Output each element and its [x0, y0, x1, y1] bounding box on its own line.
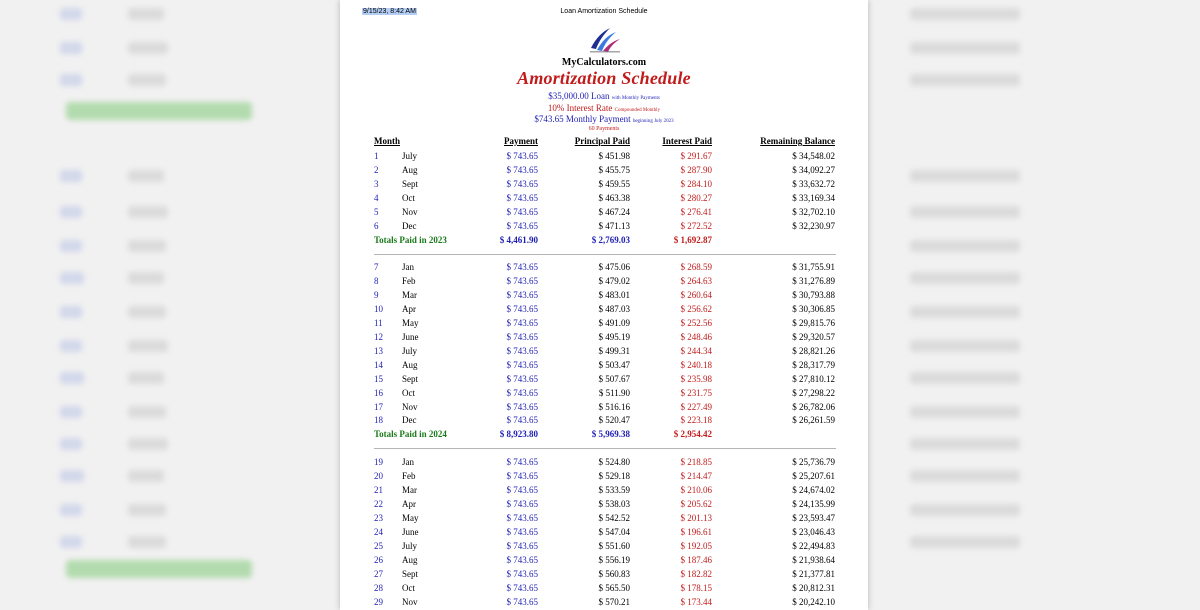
rate-note: Compounded Monthly: [614, 108, 661, 113]
payment-amount: $ 743.65: [506, 526, 538, 537]
interest-paid: $ 280.27: [680, 192, 712, 203]
remaining-balance: $ 33,169.34: [792, 192, 835, 203]
interest-paid: $ 187.46: [680, 554, 712, 565]
remaining-balance: $ 21,377.81: [792, 568, 835, 579]
table-row: [340, 276, 868, 290]
totals-principal: $ 5,969.38: [591, 429, 630, 440]
payment-amount: $ 743.65: [506, 275, 538, 286]
background-left-blur: [0, 0, 320, 610]
remaining-balance: $ 21,938.64: [792, 554, 835, 565]
payment-amount: $ 743.65: [506, 178, 538, 189]
interest-paid: $ 201.13: [680, 512, 712, 523]
principal-paid: $ 560.83: [598, 568, 630, 579]
payment-number: 17: [374, 401, 383, 412]
payment-number: 16: [374, 387, 383, 398]
payment-amount: $ 743.65: [506, 568, 538, 579]
print-header-datetime: 9/15/23, 8:42 AM: [363, 8, 416, 15]
principal-paid: $ 511.90: [598, 387, 630, 398]
remaining-balance: $ 25,207.61: [792, 470, 835, 481]
mycalculators-logo-icon: [588, 26, 622, 54]
interest-paid: $ 231.75: [680, 387, 712, 398]
payment-amount: $ 743.65: [506, 512, 538, 523]
remaining-balance: $ 28,821.26: [792, 345, 835, 356]
remaining-balance: $ 23,046.43: [792, 526, 835, 537]
payment-month: Mar: [402, 289, 417, 300]
table-row: [340, 402, 868, 416]
payment-month: Sept: [402, 373, 419, 384]
table-row: [340, 374, 868, 388]
payment-month: Jan: [402, 262, 414, 272]
remaining-balance: $ 30,306.85: [792, 303, 835, 314]
col-interest-header: Interest Paid: [662, 136, 712, 146]
payment-amount: $ 743.65: [506, 262, 538, 272]
table-row: [340, 597, 868, 610]
interest-paid: $ 227.49: [680, 401, 712, 412]
remaining-balance: $ 32,230.97: [792, 220, 835, 231]
payment-month: May: [402, 317, 419, 328]
payment-month: Mar: [402, 484, 417, 495]
payment-number: 22: [374, 498, 383, 509]
principal-paid: $ 529.18: [598, 470, 630, 481]
principal-paid: $ 479.02: [598, 275, 630, 286]
payment-month: May: [402, 512, 419, 523]
remaining-balance: $ 30,793.88: [792, 289, 835, 300]
payment-month: Aug: [402, 164, 418, 175]
document-page: [340, 0, 868, 610]
principal-paid: $ 467.24: [598, 206, 630, 217]
principal-paid: $ 547.04: [598, 526, 630, 537]
payment-month: Nov: [402, 206, 418, 217]
print-header-title: Loan Amortization Schedule: [560, 8, 648, 15]
principal-paid: $ 455.75: [598, 164, 630, 175]
payment-amount: $ 743.65: [506, 540, 538, 551]
interest-paid: $ 240.18: [680, 359, 712, 370]
payment-number: 6: [374, 220, 379, 231]
payment-note: beginning July 2023: [632, 119, 674, 124]
table-row: [340, 569, 868, 583]
payment-amount: $ 743.65: [506, 596, 538, 607]
table-row: [340, 165, 868, 179]
principal-paid: $ 463.38: [598, 192, 630, 203]
payment-number: 4: [374, 192, 379, 203]
payment-number: 24: [374, 526, 383, 537]
payment-amount: $ 743.65: [506, 345, 538, 356]
payment-month: Feb: [402, 470, 416, 481]
payment-month: Sept: [402, 178, 419, 189]
table-row: [340, 471, 868, 485]
payment-number: 15: [374, 373, 383, 384]
interest-paid: $ 260.64: [680, 289, 712, 300]
payment-month: Apr: [402, 303, 416, 314]
interest-paid: $ 223.18: [680, 415, 712, 426]
payment-amount: $ 743.65: [506, 192, 538, 203]
totals-label: Totals Paid in 2023: [374, 234, 447, 245]
principal-paid: $ 570.21: [598, 596, 630, 607]
payment-month: Sept: [402, 568, 419, 579]
interest-paid: $ 218.85: [680, 457, 712, 467]
payment-amount: $ 743.65: [506, 220, 538, 231]
table-row: [340, 457, 868, 471]
remaining-balance: $ 26,261.59: [792, 415, 835, 426]
interest-paid: $ 192.05: [680, 540, 712, 551]
remaining-balance: $ 34,092.27: [792, 164, 835, 175]
table-row: [340, 346, 868, 360]
payment-number: 3: [374, 178, 379, 189]
payment-amount: $ 743.65: [506, 359, 538, 370]
principal-paid: $ 471.13: [598, 220, 630, 231]
principal-paid: $ 491.09: [598, 317, 630, 328]
payment-month: July: [402, 345, 418, 356]
totals-interest: $ 1,692.87: [673, 234, 712, 245]
principal-paid: $ 524.80: [598, 457, 630, 467]
table-row: [340, 485, 868, 499]
payment-amount: $ 743.65: [506, 457, 538, 467]
table-row: [340, 318, 868, 332]
payment-amount: $ 743.65: [506, 582, 538, 593]
remaining-balance: $ 25,736.79: [792, 457, 835, 467]
totals-interest: $ 2,954.42: [673, 429, 712, 440]
col-balance-header: Remaining Balance: [760, 136, 835, 146]
payment-month: Nov: [402, 401, 418, 412]
year-totals-row: [340, 235, 868, 249]
principal-paid: $ 520.47: [598, 415, 630, 426]
payment-number: 2: [374, 164, 379, 175]
table-row: [340, 207, 868, 221]
payment-number: 29: [374, 596, 383, 607]
remaining-balance: $ 31,755.91: [792, 262, 835, 272]
remaining-balance: $ 29,815.76: [792, 317, 835, 328]
totals-payment: $ 4,461.90: [499, 234, 538, 245]
payment-number: 28: [374, 582, 383, 593]
principal-paid: $ 495.19: [598, 331, 630, 342]
year-totals-row: [340, 429, 868, 443]
payment-amount: $ 743.65: [506, 303, 538, 314]
payment-month: June: [402, 526, 419, 537]
payment-month: Dec: [402, 220, 417, 231]
col-month-header: Month: [374, 136, 401, 146]
col-principal-header: Principal Paid: [574, 136, 630, 146]
principal-paid: $ 451.98: [598, 151, 630, 161]
payment-month: Oct: [402, 192, 415, 203]
remaining-balance: $ 34,548.02: [792, 151, 835, 161]
payment-amount: $ 743.65: [506, 373, 538, 384]
table-row: [340, 262, 868, 276]
monthly-payment: $743.65 Monthly Payment: [534, 114, 631, 124]
payment-number: 27: [374, 568, 383, 579]
remaining-balance: $ 27,810.12: [792, 373, 835, 384]
payment-month: Nov: [402, 596, 418, 607]
payment-number: 26: [374, 554, 383, 565]
interest-paid: $ 182.82: [680, 568, 712, 579]
interest-paid: $ 248.46: [680, 331, 712, 342]
loan-amount: $35,000.00 Loan: [548, 91, 610, 101]
table-row: [340, 179, 868, 193]
payment-month: Feb: [402, 275, 416, 286]
table-row: [340, 332, 868, 346]
interest-paid: $ 235.98: [680, 373, 712, 384]
principal-paid: $ 538.03: [598, 498, 630, 509]
payment-amount: $ 743.65: [506, 164, 538, 175]
table-row: [340, 415, 868, 429]
interest-paid: $ 264.63: [680, 275, 712, 286]
payment-number: 13: [374, 345, 383, 356]
payment-number: 5: [374, 206, 379, 217]
payment-month: June: [402, 331, 419, 342]
payment-amount: $ 743.65: [506, 415, 538, 426]
table-row: [340, 541, 868, 555]
remaining-balance: $ 33,632.72: [792, 178, 835, 189]
totals-principal: $ 2,769.03: [591, 234, 630, 245]
totals-label: Totals Paid in 2024: [374, 429, 447, 440]
principal-paid: $ 542.52: [598, 512, 630, 523]
principal-paid: $ 499.31: [598, 345, 630, 356]
section-divider: [374, 448, 836, 449]
payment-amount: $ 743.65: [506, 331, 538, 342]
payment-count: 60 Payments: [588, 126, 620, 132]
table-row: [340, 527, 868, 541]
principal-paid: $ 483.01: [598, 289, 630, 300]
payment-amount: $ 743.65: [506, 206, 538, 217]
payment-month: Jan: [402, 457, 414, 467]
table-row: [340, 304, 868, 318]
section-divider: [374, 254, 836, 255]
payment-amount: $ 743.65: [506, 151, 538, 161]
payment-amount: $ 743.65: [506, 289, 538, 300]
payment-month: July: [402, 151, 418, 161]
interest-paid: $ 284.10: [680, 178, 712, 189]
interest-paid: $ 244.34: [680, 345, 712, 356]
interest-paid: $ 196.61: [680, 526, 712, 537]
interest-paid: $ 173.44: [680, 596, 712, 607]
page-title: Amortization Schedule: [517, 68, 691, 88]
payment-number: 20: [374, 470, 383, 481]
payment-number: 21: [374, 484, 383, 495]
remaining-balance: $ 24,674.02: [792, 484, 835, 495]
payment-amount: $ 743.65: [506, 387, 538, 398]
payment-number: 19: [374, 457, 383, 467]
remaining-balance: $ 23,593.47: [792, 512, 835, 523]
payment-month: Apr: [402, 498, 416, 509]
interest-paid: $ 276.41: [680, 206, 712, 217]
remaining-balance: $ 26,782.06: [792, 401, 835, 412]
interest-paid: $ 291.67: [680, 151, 712, 161]
interest-paid: $ 214.47: [680, 470, 712, 481]
payment-number: 18: [374, 415, 383, 426]
payment-number: 8: [374, 275, 379, 286]
interest-paid: $ 268.59: [680, 262, 712, 272]
payment-number: 10: [374, 303, 383, 314]
loan-note: with Monthly Payments: [611, 96, 660, 101]
payment-month: Aug: [402, 359, 418, 370]
table-row: [340, 151, 868, 165]
principal-paid: $ 516.16: [598, 401, 630, 412]
payment-number: 1: [374, 151, 379, 161]
totals-payment: $ 8,923.80: [499, 429, 538, 440]
remaining-balance: $ 20,812.31: [792, 582, 835, 593]
interest-rate: 10% Interest Rate: [547, 103, 613, 113]
remaining-balance: $ 20,242.10: [792, 596, 835, 607]
payment-number: 11: [374, 317, 383, 328]
table-row: [340, 193, 868, 207]
payment-number: 7: [374, 262, 379, 272]
interest-paid: $ 210.06: [680, 484, 712, 495]
interest-paid: $ 287.90: [680, 164, 712, 175]
principal-paid: $ 475.06: [598, 262, 630, 272]
interest-paid: $ 252.56: [680, 317, 712, 328]
payment-amount: $ 743.65: [506, 470, 538, 481]
remaining-balance: $ 27,298.22: [792, 387, 835, 398]
principal-paid: $ 503.47: [598, 359, 630, 370]
table-row: [340, 499, 868, 513]
interest-paid: $ 205.62: [680, 498, 712, 509]
payment-month: Oct: [402, 387, 415, 398]
payment-month: July: [402, 540, 418, 551]
table-row: [340, 388, 868, 402]
principal-paid: $ 459.55: [598, 178, 630, 189]
table-row: [340, 360, 868, 374]
payment-amount: $ 743.65: [506, 401, 538, 412]
table-row: [340, 555, 868, 569]
principal-paid: $ 487.03: [598, 303, 630, 314]
payment-number: 12: [374, 331, 383, 342]
payment-number: 23: [374, 512, 383, 523]
payment-number: 14: [374, 359, 383, 370]
principal-paid: $ 565.50: [598, 582, 630, 593]
table-row: [340, 221, 868, 235]
payment-amount: $ 743.65: [506, 317, 538, 328]
principal-paid: $ 556.19: [598, 554, 630, 565]
principal-paid: $ 533.59: [598, 484, 630, 495]
payment-month: Aug: [402, 554, 418, 565]
remaining-balance: $ 28,317.79: [792, 359, 835, 370]
payment-number: 25: [374, 540, 383, 551]
interest-paid: $ 256.62: [680, 303, 712, 314]
payment-month: Dec: [402, 415, 417, 426]
payment-number: 9: [374, 289, 379, 300]
remaining-balance: $ 32,702.10: [792, 206, 835, 217]
remaining-balance: $ 29,320.57: [792, 331, 835, 342]
brand-name: MyCalculators.com: [561, 57, 647, 68]
payment-month: Oct: [402, 582, 415, 593]
table-row: [340, 513, 868, 527]
background-right-blur: [870, 0, 1200, 610]
col-payment-header: Payment: [504, 136, 538, 146]
payment-amount: $ 743.65: [506, 554, 538, 565]
interest-paid: $ 178.15: [680, 582, 712, 593]
remaining-balance: $ 31,276.89: [792, 275, 835, 286]
payment-amount: $ 743.65: [506, 484, 538, 495]
principal-paid: $ 551.60: [598, 540, 630, 551]
table-row: [340, 290, 868, 304]
remaining-balance: $ 24,135.99: [792, 498, 835, 509]
payment-amount: $ 743.65: [506, 498, 538, 509]
principal-paid: $ 507.67: [598, 373, 630, 384]
interest-paid: $ 272.52: [680, 220, 712, 231]
table-row: [340, 583, 868, 597]
remaining-balance: $ 22,494.83: [792, 540, 835, 551]
